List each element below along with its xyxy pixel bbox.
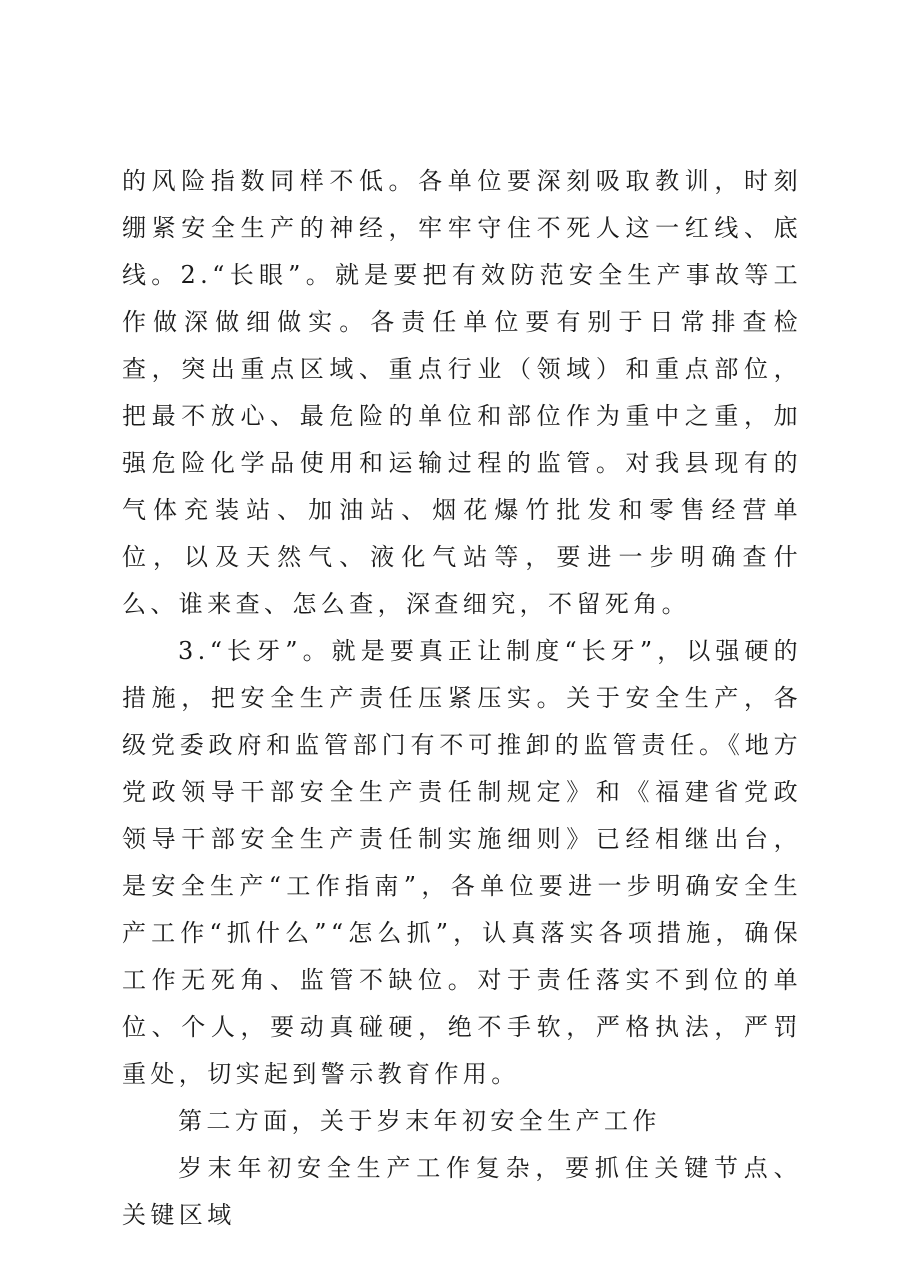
paragraph-risk-and-long-eye: 的风险指数同样不低。各单位要深刻吸取教训，时刻绷紧安全生产的神经，牢牢守住不死人这一红线、底线。2.“长眼”。就是要把有效防范安全生产事故等工作做深做细做实。各责任单位要有别于日常排查检查，突出重点区域、重点行业（领域）和重点部位，把最不放心、最危险的单位和部位作为重中之重，加强危险化学品使用和运输过程的监管。对我县现有的气体充装站、加油站、烟花爆竹批发和零售经营单位，以及天然气、液化气站等，要进一步明确查什么、谁来查、怎么查，深查细究，不留死角。 <box>122 167 802 618</box>
section-heading-second-aspect: 第二方面，关于岁末年初安全生产工作 <box>178 1107 661 1135</box>
document-body <box>122 158 802 1239</box>
paragraph-long-teeth: 3.“长牙”。就是要真正让制度“长牙”，以强硬的措施，把安全生产责任压紧压实。关于安全生产，各级党委政府和监管部门有不可推卸的监管责任。《地方党政领导干部安全生产责任制规定》和《福建省党政领导干部安全生产责任制实施细则》已经相继出台，是安全生产“工作指南”，各单位要进一步明确安全生产工作“抓什么”“怎么抓”，认真落实各项措施，确保工作无死角、监管不缺位。对于责任落实不到位的单位、个人，要动真碰硬，绝不手软，严格执法，严罚重处，切实起到警示教育作用。 <box>122 637 802 1088</box>
paragraph-year-end-work: 岁末年初安全生产工作复杂，要抓住关键节点、关键区域 <box>122 1154 802 1229</box>
